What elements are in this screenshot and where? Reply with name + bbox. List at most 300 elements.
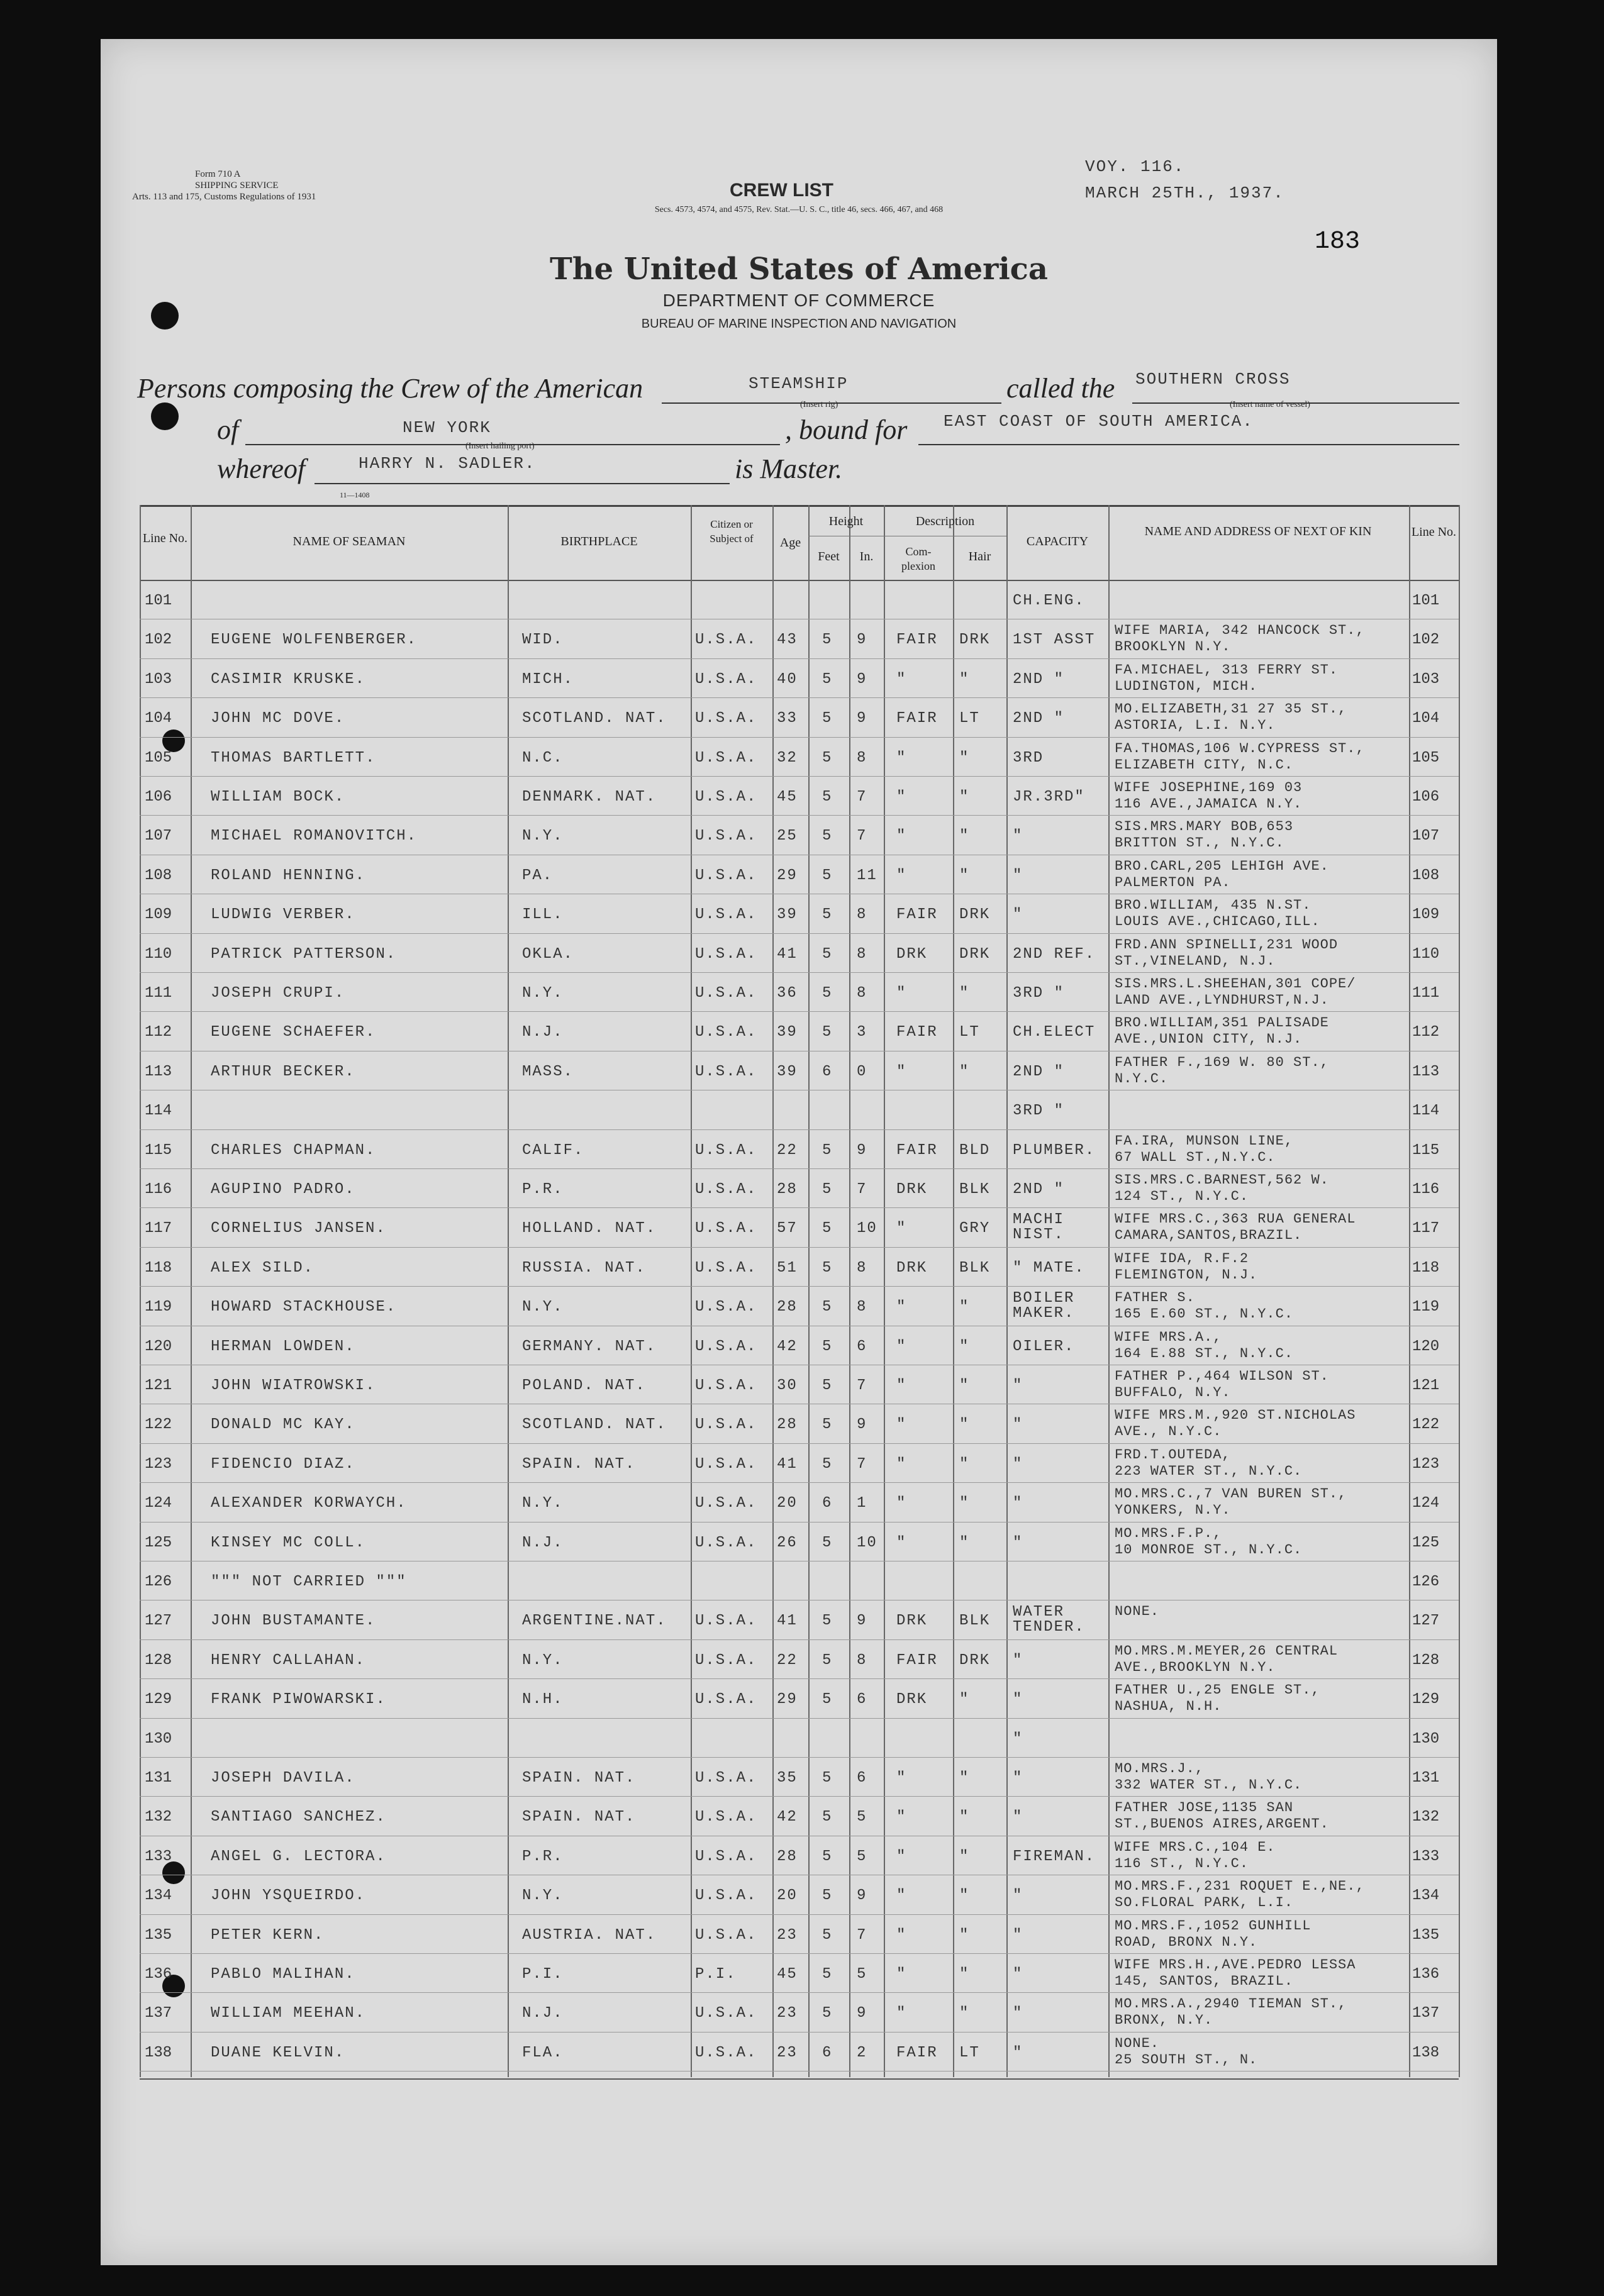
crew-height-feet: 5 <box>822 1926 833 1944</box>
crew-citizen: U.S.A. <box>695 1534 757 1551</box>
crew-birthplace: SCOTLAND. NAT. <box>522 1416 667 1434</box>
list-date: MARCH 25TH., 1937. <box>1085 184 1284 202</box>
crew-line-no-right: 106 <box>1412 789 1440 806</box>
crew-age: 22 <box>777 1651 798 1669</box>
crew-height-feet: 5 <box>822 710 833 728</box>
crew-capacity: " <box>1013 1495 1023 1512</box>
crew-capacity: " MATE. <box>1013 1259 1085 1277</box>
crew-citizen: U.S.A. <box>695 1612 757 1630</box>
crew-height-inches: 6 <box>857 1338 867 1355</box>
crew-line-no: 101 <box>145 592 172 609</box>
crew-line-no: 115 <box>145 1141 172 1159</box>
crew-line-no: 131 <box>145 1770 172 1787</box>
crew-kin-line1: MO.MRS.J., <box>1115 1761 1205 1777</box>
row-divider <box>140 1639 1459 1640</box>
crew-line-no: 126 <box>145 1573 172 1590</box>
crew-hair: " <box>959 1887 970 1905</box>
form-title: CREW LIST <box>730 180 833 201</box>
crew-age: 42 <box>777 1338 798 1355</box>
crew-citizen: U.S.A. <box>695 1887 757 1905</box>
crew-hair: " <box>959 1534 970 1551</box>
crew-height-inches: 6 <box>857 1770 867 1787</box>
crew-citizen: U.S.A. <box>695 1926 757 1944</box>
row-divider <box>140 1757 1459 1758</box>
crew-age: 26 <box>777 1534 798 1551</box>
crew-hair: BLK <box>959 1612 991 1630</box>
crew-complexion: " <box>896 1299 907 1316</box>
crew-age: 20 <box>777 1495 798 1512</box>
crew-complexion: " <box>896 2005 907 2022</box>
crew-complexion: " <box>896 1926 907 1944</box>
crew-line-no: 133 <box>145 1848 172 1865</box>
crew-kin-line1: SIS.MRS.L.SHEEHAN,301 COPE/ <box>1115 976 1356 992</box>
crew-seaman-name: JOHN WIATROWSKI. <box>211 1377 376 1394</box>
row-divider <box>140 1011 1459 1012</box>
crew-capacity: 2ND REF. <box>1013 945 1096 963</box>
crew-complexion: " <box>896 1455 907 1473</box>
crew-kin-line1: WIFE IDA, R.F.2 <box>1115 1250 1249 1267</box>
crew-height-feet: 5 <box>822 631 833 649</box>
row-divider <box>140 1914 1459 1915</box>
crew-line-no: 125 <box>145 1534 172 1551</box>
crew-complexion: " <box>896 1966 907 1983</box>
crew-height-inches: 1 <box>857 1495 867 1512</box>
crew-complexion: " <box>896 749 907 767</box>
crew-kin-line2: ST.,BUENOS AIRES,ARGENT. <box>1115 1816 1329 1833</box>
crew-height-inches: 7 <box>857 828 867 845</box>
crew-line-no-right: 101 <box>1412 592 1440 609</box>
crew-line-no-right: 103 <box>1412 670 1440 688</box>
row-divider <box>140 1168 1459 1169</box>
crew-height-inches: 7 <box>857 789 867 806</box>
crew-age: 51 <box>777 1259 798 1277</box>
crew-height-feet: 5 <box>822 1809 833 1826</box>
crew-complexion: DRK <box>896 945 928 963</box>
crew-seaman-name: PABLO MALIHAN. <box>211 1966 355 1983</box>
crew-seaman-name: WILLIAM MEEHAN. <box>211 2005 366 2022</box>
crew-kin-line2: ST.,VINELAND, N.J. <box>1115 953 1276 969</box>
row-divider <box>140 815 1459 816</box>
crew-citizen: U.S.A. <box>695 906 757 924</box>
crew-height-feet: 5 <box>822 1651 833 1669</box>
crew-capacity: 3RD " <box>1013 1102 1065 1120</box>
crew-citizen: U.S.A. <box>695 1220 757 1238</box>
crew-height-inches: 10 <box>857 1534 877 1551</box>
destination: EAST COAST OF SOUTH AMERICA. <box>944 412 1254 431</box>
form-secs: Secs. 4573, 4574, and 4575, Rev. Stat.—U. S. C., title 46, secs. 466, 467, and 468 <box>654 205 944 214</box>
punch-hole <box>151 402 179 430</box>
crew-citizen: U.S.A. <box>695 945 757 963</box>
crew-complexion: " <box>896 1887 907 1905</box>
crew-line-no: 134 <box>145 1887 172 1905</box>
crew-citizen: U.S.A. <box>695 1809 757 1826</box>
crew-line-no-right: 117 <box>1412 1220 1440 1238</box>
crew-height-feet: 5 <box>822 1770 833 1787</box>
punch-hole <box>151 302 179 330</box>
crew-seaman-name: ROLAND HENNING. <box>211 867 366 884</box>
crew-kin-line2: AVE.,UNION CITY, N.J. <box>1115 1031 1303 1048</box>
crew-birthplace: MASS. <box>522 1063 574 1080</box>
crew-height-inches: 8 <box>857 1651 867 1669</box>
print-code: 11—1408 <box>340 491 370 499</box>
crew-birthplace: N.Y. <box>522 1299 564 1316</box>
row-divider <box>140 1443 1459 1444</box>
crew-line-no: 111 <box>145 985 172 1002</box>
crew-age: 22 <box>777 1141 798 1159</box>
row-divider <box>140 1718 1459 1719</box>
rig-hint: (Insert rig) <box>800 400 838 409</box>
row-divider <box>140 1953 1459 1954</box>
crew-kin-line1: FATHER P.,464 WILSON ST. <box>1115 1368 1329 1384</box>
crew-height-inches: 3 <box>857 1024 867 1041</box>
crew-kin-line1: BRO.WILLIAM,351 PALISADE <box>1115 1015 1329 1031</box>
crew-kin-line1: FATHER F.,169 W. 80 ST., <box>1115 1054 1329 1070</box>
crew-hair: BLK <box>959 1259 991 1277</box>
crew-birthplace: N.Y. <box>522 1651 564 1669</box>
crew-capacity: FIREMAN. <box>1013 1848 1096 1865</box>
crew-capacity: OILER. <box>1013 1338 1075 1355</box>
crew-complexion: " <box>896 1063 907 1080</box>
master-name: HARRY N. SADLER. <box>359 454 536 473</box>
crew-hair: " <box>959 1416 970 1434</box>
crew-age: 23 <box>777 1926 798 1944</box>
crew-capacity: " <box>1013 1455 1023 1473</box>
crew-complexion: " <box>896 1534 907 1551</box>
crew-complexion: FAIR <box>896 2044 938 2061</box>
crew-age: 28 <box>777 1299 798 1316</box>
crew-kin-line1: FA.MICHAEL, 313 FERRY ST. <box>1115 662 1339 678</box>
crew-line-no-right: 111 <box>1412 985 1440 1002</box>
crew-height-feet: 5 <box>822 749 833 767</box>
crew-capacity: " <box>1013 828 1023 845</box>
crew-capacity: " <box>1013 1887 1023 1905</box>
crew-line-no: 124 <box>145 1495 172 1512</box>
crew-birthplace: N.J. <box>522 1534 564 1551</box>
whereof-text: whereof <box>217 453 306 484</box>
crew-hair: " <box>959 1966 970 1983</box>
crew-kin-line2: LAND AVE.,LYNDHURST,N.J. <box>1115 992 1329 1008</box>
crew-height-inches: 2 <box>857 2044 867 2061</box>
crew-complexion: FAIR <box>896 631 938 649</box>
crew-birthplace: SCOTLAND. NAT. <box>522 710 667 728</box>
crew-line-no: 108 <box>145 867 172 884</box>
crew-seaman-name: JOHN BUSTAMANTE. <box>211 1612 376 1630</box>
header-line-no-right: Line No. <box>1411 525 1457 539</box>
crew-citizen: U.S.A. <box>695 1299 757 1316</box>
crew-kin-line2: 145, SANTOS, BRAZIL. <box>1115 1973 1294 1989</box>
crew-seaman-name: EUGENE SCHAEFER. <box>211 1024 376 1041</box>
crew-height-inches: 6 <box>857 1691 867 1709</box>
crew-kin-line2: 165 E.60 ST., N.Y.C. <box>1115 1306 1294 1323</box>
crew-height-feet: 5 <box>822 1887 833 1905</box>
crew-complexion: FAIR <box>896 710 938 728</box>
crew-height-feet: 5 <box>822 906 833 924</box>
crew-capacity: CH.ELECT <box>1013 1024 1096 1041</box>
crew-hair: LT <box>959 1024 980 1041</box>
crew-hair: " <box>959 789 970 806</box>
crew-kin-line1: NONE. <box>1115 2035 1160 2051</box>
crew-citizen: U.S.A. <box>695 1495 757 1512</box>
crew-seaman-name: JOHN MC DOVE. <box>211 710 345 728</box>
crew-height-feet: 5 <box>822 2005 833 2022</box>
crew-citizen: U.S.A. <box>695 1416 757 1434</box>
crew-kin-line2: CAMARA,SANTOS,BRAZIL. <box>1115 1228 1303 1244</box>
crew-line-no: 137 <box>145 2005 172 2022</box>
crew-height-feet: 5 <box>822 1848 833 1865</box>
crew-kin-line2: 223 WATER ST., N.Y.C. <box>1115 1463 1303 1479</box>
crew-citizen: U.S.A. <box>695 828 757 845</box>
crew-kin-line1: FRD.T.OUTEDA, <box>1115 1446 1231 1463</box>
crew-line-no: 103 <box>145 670 172 688</box>
crew-kin-line1: WIFE MRS.C.,104 E. <box>1115 1839 1276 1855</box>
punch-hole <box>162 729 185 752</box>
port-hint: (Insert hailing port) <box>465 441 535 451</box>
crew-age: 40 <box>777 670 798 688</box>
crew-seaman-name: ALEXANDER KORWAYCH. <box>211 1495 407 1512</box>
crew-citizen: U.S.A. <box>695 1848 757 1865</box>
crew-line-no-right: 119 <box>1412 1299 1440 1316</box>
crew-capacity: 2ND " <box>1013 710 1065 728</box>
crew-line-no-right: 122 <box>1412 1416 1440 1434</box>
row-divider <box>140 1796 1459 1797</box>
crew-complexion: " <box>896 1338 907 1355</box>
crew-capacity: CH.ENG. <box>1013 592 1085 609</box>
crew-capacity: JR.3RD" <box>1013 789 1085 806</box>
crew-height-inches: 9 <box>857 670 867 688</box>
crew-age: 45 <box>777 1966 798 1983</box>
crew-height-inches: 9 <box>857 710 867 728</box>
crew-height-feet: 5 <box>822 1691 833 1709</box>
crew-hair: LT <box>959 710 980 728</box>
crew-kin-line2: PALMERTON PA. <box>1115 874 1231 890</box>
crew-birthplace: N.C. <box>522 749 564 767</box>
crew-line-no-right: 118 <box>1412 1259 1440 1277</box>
crew-capacity: MACHI NIST. <box>1013 1211 1065 1244</box>
crew-kin-line1: WIFE MRS.A., <box>1115 1329 1222 1345</box>
crew-line-no-right: 114 <box>1412 1102 1440 1120</box>
crew-complexion: FAIR <box>896 1651 938 1669</box>
crew-citizen: U.S.A. <box>695 2044 757 2061</box>
header-age: Age <box>779 536 801 550</box>
crew-citizen: P.I. <box>695 1966 737 1983</box>
crew-height-inches: 8 <box>857 749 867 767</box>
crew-hair: GRY <box>959 1220 991 1238</box>
crew-line-no-right: 130 <box>1412 1730 1440 1748</box>
header-capacity: CAPACITY <box>1026 535 1089 548</box>
crew-hair: DRK <box>959 945 991 963</box>
vessel-name: SOUTHERN CROSS <box>1135 370 1291 389</box>
crew-kin-line1: NONE. <box>1115 1604 1160 1620</box>
crew-complexion: FAIR <box>896 906 938 924</box>
crew-line-no-right: 134 <box>1412 1887 1440 1905</box>
crew-birthplace: SPAIN. NAT. <box>522 1770 636 1787</box>
crew-line-no: 138 <box>145 2044 172 2061</box>
crew-hair: " <box>959 828 970 845</box>
crew-citizen: U.S.A. <box>695 985 757 1002</box>
row-divider <box>140 697 1459 698</box>
header-hair: Hair <box>968 550 991 563</box>
crew-capacity: " <box>1013 1534 1023 1551</box>
crew-line-no: 110 <box>145 945 172 963</box>
crew-seaman-name: ARTHUR BECKER. <box>211 1063 355 1080</box>
crew-age: 39 <box>777 1063 798 1080</box>
crew-line-no-right: 136 <box>1412 1966 1440 1983</box>
crew-height-inches: 10 <box>857 1220 877 1238</box>
row-divider <box>140 1992 1459 1993</box>
crew-line-no: 129 <box>145 1691 172 1709</box>
crew-hair: " <box>959 1809 970 1826</box>
crew-height-inches: 5 <box>857 1848 867 1865</box>
crew-kin-line2: 67 WALL ST.,N.Y.C. <box>1115 1149 1276 1165</box>
crew-line-no-right: 115 <box>1412 1141 1440 1159</box>
crew-age: 41 <box>777 945 798 963</box>
crew-complexion: DRK <box>896 1259 928 1277</box>
crew-citizen: U.S.A. <box>695 1181 757 1198</box>
crew-complexion: " <box>896 985 907 1002</box>
crew-age: 32 <box>777 749 798 767</box>
crew-line-no: 112 <box>145 1024 172 1041</box>
crew-citizen: U.S.A. <box>695 1063 757 1080</box>
crew-height-feet: 5 <box>822 1220 833 1238</box>
page-number: 183 <box>1315 228 1361 256</box>
crew-height-feet: 5 <box>822 1141 833 1159</box>
crew-seaman-name: THOMAS BARTLETT. <box>211 749 376 767</box>
crew-seaman-name: CORNELIUS JANSEN. <box>211 1220 386 1238</box>
crew-capacity: " <box>1013 906 1023 924</box>
crew-birthplace: MICH. <box>522 670 574 688</box>
crew-seaman-name: WILLIAM BOCK. <box>211 789 345 806</box>
crew-seaman-name: JOSEPH CRUPI. <box>211 985 345 1002</box>
crew-statement-text: Persons composing the Crew of the American <box>137 373 643 404</box>
crew-hair: " <box>959 1848 970 1865</box>
crew-height-feet: 5 <box>822 867 833 884</box>
crew-line-no-right: 123 <box>1412 1455 1440 1473</box>
crew-capacity: PLUMBER. <box>1013 1141 1096 1159</box>
crew-height-feet: 5 <box>822 1299 833 1316</box>
crew-kin-line1: WIFE MRS.M.,920 ST.NICHOLAS <box>1115 1407 1356 1424</box>
crew-capacity: " <box>1013 1651 1023 1669</box>
crew-height-feet: 5 <box>822 1966 833 1983</box>
crew-seaman-name: MICHAEL ROMANOVITCH. <box>211 828 418 845</box>
form-number: Form 710 A <box>195 169 241 179</box>
crew-kin-line2: BROOKLYN N.Y. <box>1115 639 1231 655</box>
crew-citizen: U.S.A. <box>695 1377 757 1394</box>
header-citizen: Citizen or Subject of <box>710 518 754 545</box>
crew-complexion: " <box>896 1416 907 1434</box>
crew-age: 23 <box>777 2044 798 2061</box>
crew-kin-line2: BRITTON ST., N.Y.C. <box>1115 835 1284 851</box>
crew-line-no-right: 105 <box>1412 749 1440 767</box>
row-divider <box>140 1286 1459 1287</box>
crew-height-feet: 5 <box>822 1416 833 1434</box>
crew-age: 39 <box>777 1024 798 1041</box>
crew-seaman-name: CHARLES CHAPMAN. <box>211 1141 376 1159</box>
crew-line-no-right: 126 <box>1412 1573 1440 1590</box>
crew-age: 30 <box>777 1377 798 1394</box>
crew-kin-line1: MO.MRS.A.,2940 TIEMAN ST., <box>1115 1996 1347 2012</box>
crew-complexion: " <box>896 1770 907 1787</box>
row-divider <box>140 2032 1459 2033</box>
crew-height-feet: 5 <box>822 1377 833 1394</box>
crew-height-feet: 5 <box>822 1181 833 1198</box>
crew-hair: " <box>959 1299 970 1316</box>
crew-line-no: 118 <box>145 1259 172 1277</box>
crew-line-no: 116 <box>145 1181 172 1198</box>
crew-citizen: U.S.A. <box>695 1691 757 1709</box>
crew-citizen: U.S.A. <box>695 1455 757 1473</box>
crew-birthplace: N.Y. <box>522 1495 564 1512</box>
crew-hair: " <box>959 867 970 884</box>
crew-line-no: 128 <box>145 1651 172 1669</box>
crew-height-feet: 5 <box>822 828 833 845</box>
crew-complexion: " <box>896 1220 907 1238</box>
crew-seaman-name: HENRY CALLAHAN. <box>211 1651 366 1669</box>
crew-citizen: U.S.A. <box>695 1141 757 1159</box>
crew-age: 23 <box>777 2005 798 2022</box>
crew-line-no-right: 138 <box>1412 2044 1440 2061</box>
crew-hair: " <box>959 1455 970 1473</box>
crew-seaman-name: JOSEPH DAVILA. <box>211 1770 355 1787</box>
crew-line-no: 127 <box>145 1612 172 1630</box>
crew-line-no: 102 <box>145 631 172 649</box>
crew-kin-line2: BUFFALO, N.Y. <box>1115 1385 1231 1400</box>
crew-line-no: 132 <box>145 1809 172 1826</box>
crew-kin-line1: BRO.WILLIAM, 435 N.ST. <box>1115 897 1312 914</box>
crew-birthplace: DENMARK. NAT. <box>522 789 657 806</box>
crew-birthplace: SPAIN. NAT. <box>522 1455 636 1473</box>
row-divider <box>140 1678 1459 1679</box>
crew-capacity: " <box>1013 867 1023 884</box>
crew-kin-line1: WIFE MRS.C.,363 RUA GENERAL <box>1115 1211 1356 1228</box>
crew-birthplace: SPAIN. NAT. <box>522 1809 636 1826</box>
crew-capacity: 2ND " <box>1013 1181 1065 1198</box>
crew-seaman-name: PETER KERN. <box>211 1926 325 1944</box>
crew-seaman-name: """ NOT CARRIED """ <box>211 1573 407 1590</box>
hailing-port: NEW YORK <box>403 418 491 437</box>
crew-age: 28 <box>777 1181 798 1198</box>
crew-birthplace: N.J. <box>522 2005 564 2022</box>
crew-seaman-name: SANTIAGO SANCHEZ. <box>211 1809 386 1826</box>
bound-text: , bound for <box>785 414 908 445</box>
crew-height-feet: 5 <box>822 945 833 963</box>
crew-kin-line1: SIS.MRS.C.BARNEST,562 W. <box>1115 1172 1329 1188</box>
crew-height-feet: 5 <box>822 985 833 1002</box>
crew-kin-line1: MO.MRS.F.P., <box>1115 1525 1222 1541</box>
crew-age: 28 <box>777 1848 798 1865</box>
crew-line-no-right: 135 <box>1412 1926 1440 1944</box>
crew-hair: " <box>959 749 970 767</box>
crew-birthplace: RUSSIA. NAT. <box>522 1259 646 1277</box>
crew-hair: LT <box>959 2044 980 2061</box>
crew-hair: DRK <box>959 631 991 649</box>
crew-height-inches: 8 <box>857 985 867 1002</box>
crew-line-no-right: 127 <box>1412 1612 1440 1630</box>
crew-birthplace: PA. <box>522 867 554 884</box>
crew-capacity: " <box>1013 1926 1023 1944</box>
vessel-name-hint: (Insert name of vessel) <box>1230 400 1310 409</box>
crew-line-no: 105 <box>145 749 172 767</box>
crew-kin-line1: FA.IRA, MUNSON LINE, <box>1115 1133 1294 1149</box>
crew-kin-line1: FA.THOMAS,106 W.CYPRESS ST., <box>1115 740 1365 757</box>
crew-height-feet: 6 <box>822 1495 833 1512</box>
crew-birthplace: GERMANY. NAT. <box>522 1338 657 1355</box>
crew-capacity: 2ND " <box>1013 1063 1065 1080</box>
of-text: of <box>217 414 239 445</box>
crew-height-feet: 5 <box>822 670 833 688</box>
crew-seaman-name: ANGEL G. LECTORA. <box>211 1848 386 1865</box>
crew-kin-line2: NASHUA, N.H. <box>1115 1699 1222 1715</box>
crew-seaman-name: ALEX SILD. <box>211 1259 315 1277</box>
